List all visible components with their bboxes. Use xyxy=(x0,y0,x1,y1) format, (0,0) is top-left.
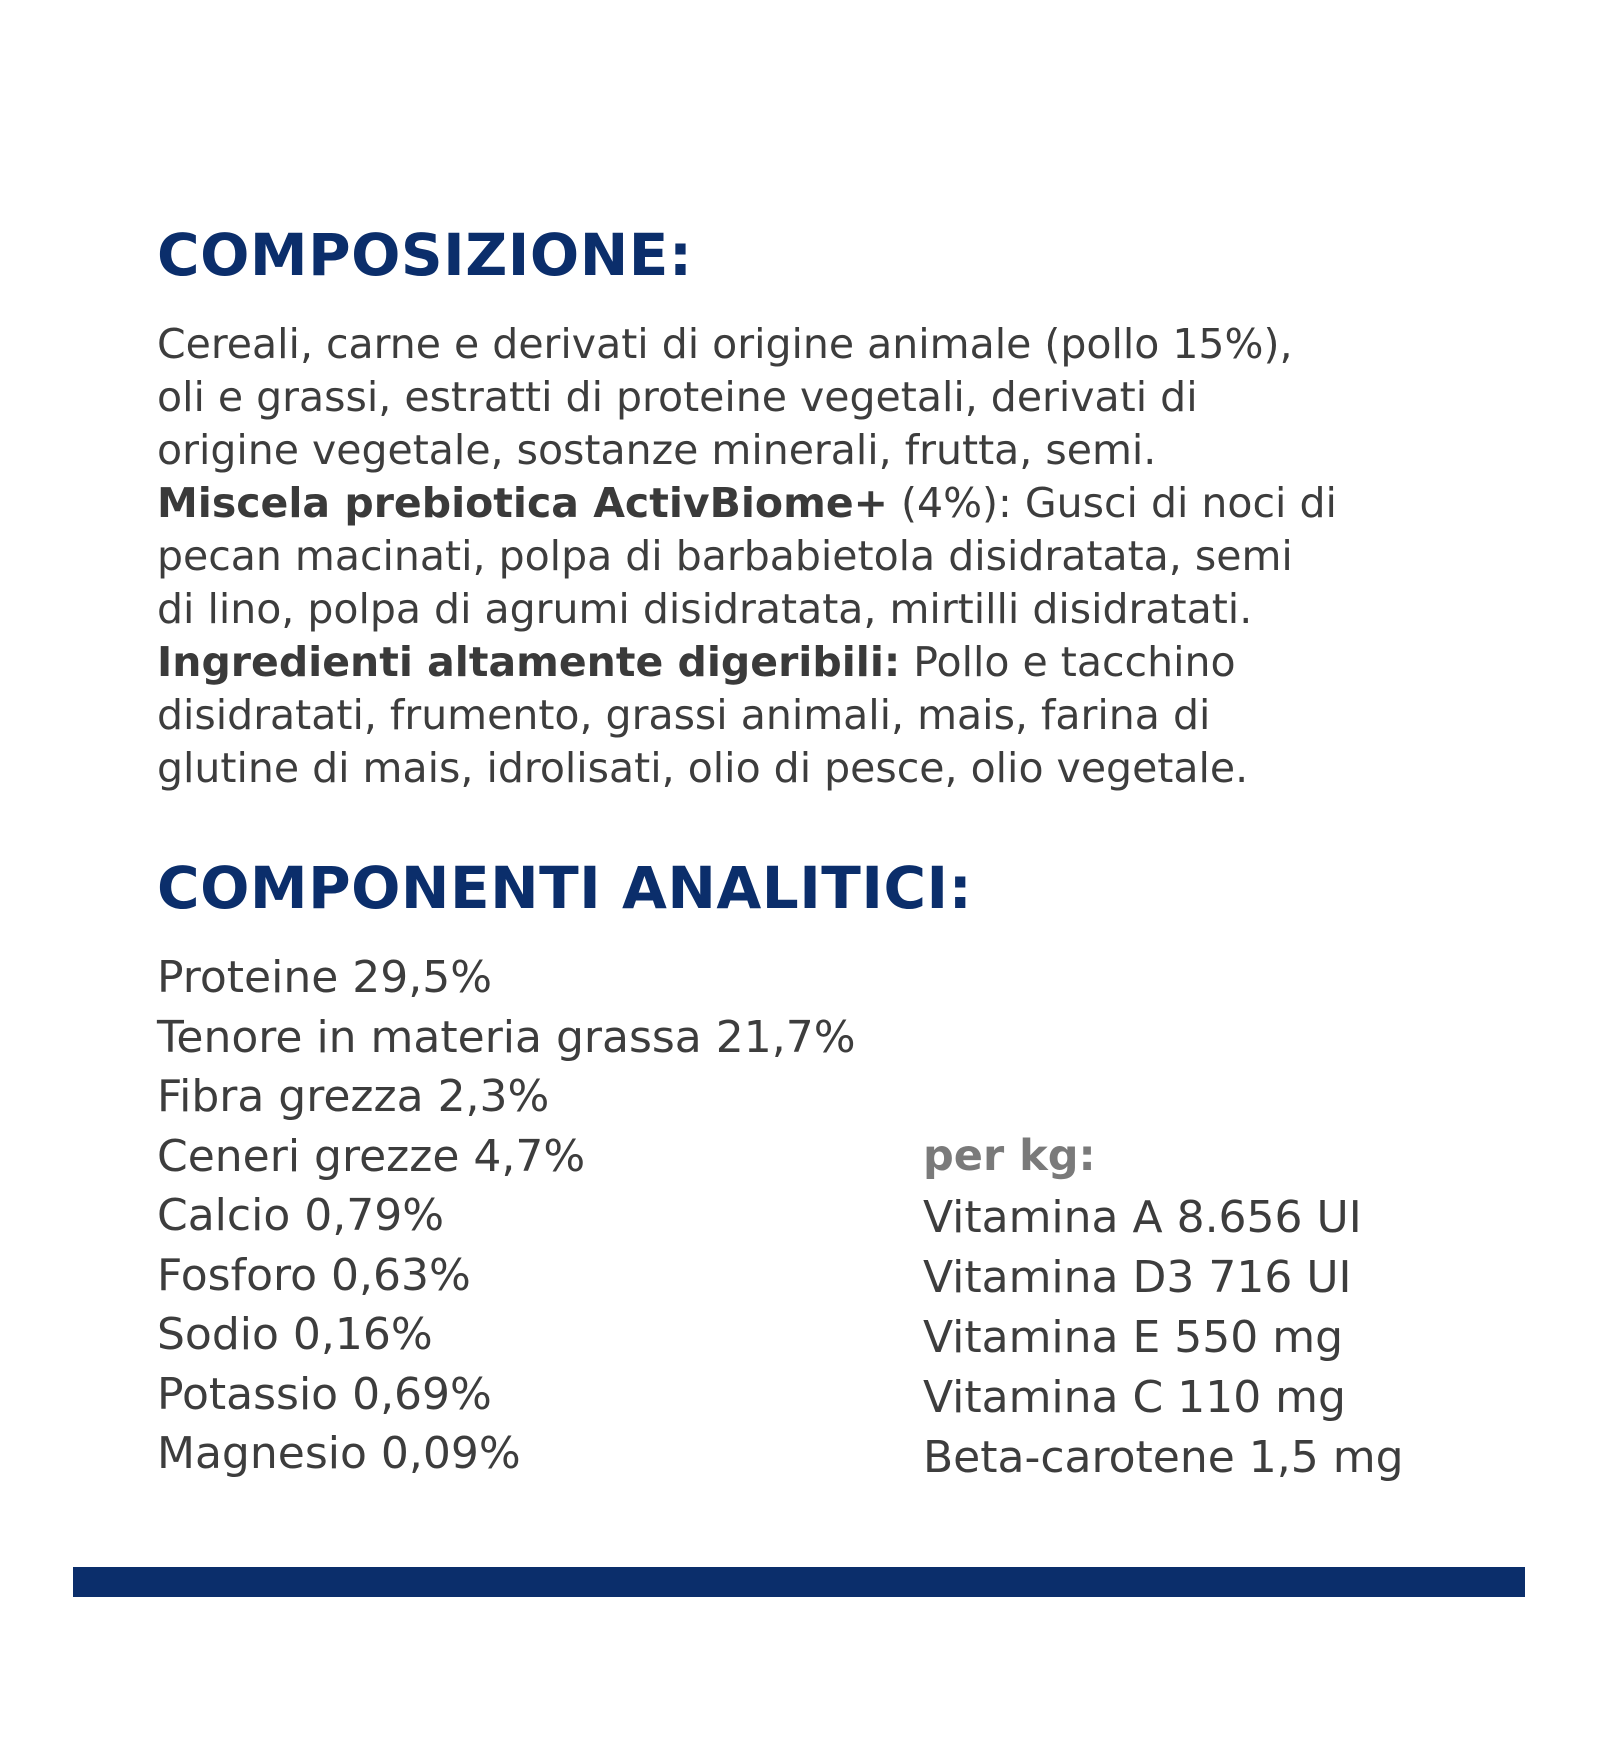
per-kg-label: per kg: xyxy=(923,1131,1096,1181)
composition-line: origine vegetale, sostanze minerali, frutta, semi. xyxy=(157,426,1157,474)
composition-line: disidratati, frumento, grassi animali, mais, farina di xyxy=(157,691,1211,739)
composition-line: glutine di mais, idrolisati, olio di pesce, olio vegetale. xyxy=(157,744,1249,792)
vitamin-item-d3: Vitamina D3 716 UI xyxy=(923,1252,1352,1303)
composition-text xyxy=(157,318,1517,795)
analytic-item-fat: Tenore in materia grassa 21,7% xyxy=(157,1011,856,1063)
vitamin-item-c: Vitamina C 110 mg xyxy=(923,1372,1346,1423)
prebiotic-text: (4%): Gusci di noci di xyxy=(887,479,1337,527)
bottom-divider-bar xyxy=(73,1567,1525,1597)
analytic-item-ash: Ceneri grezze 4,7% xyxy=(157,1130,586,1182)
analytics-list xyxy=(157,948,856,1484)
prebiotic-line xyxy=(157,477,1517,530)
composition-title: COMPOSIZIONE: xyxy=(157,221,693,289)
vitamins-list xyxy=(923,1188,1404,1488)
analytic-item-magnesium: Magnesio 0,09% xyxy=(157,1428,521,1479)
analytic-item-protein: Proteine 29,5% xyxy=(157,952,493,1003)
composition-line: Cereali, carne e derivati di origine animale (pollo 15%), xyxy=(157,320,1293,368)
prebiotic-label: Miscela prebiotica ActivBiome+ xyxy=(157,479,888,527)
analytics-title: COMPONENTI ANALITICI: xyxy=(157,854,973,922)
vitamin-item-beta-carotene: Beta-carotene 1,5 mg xyxy=(923,1432,1404,1483)
vitamins-block xyxy=(923,1126,1404,1488)
composition-line: di lino, polpa di agrumi disidratata, mirtilli disidratati. xyxy=(157,585,1253,633)
analytic-item-fiber: Fibra grezza 2,3% xyxy=(157,1071,550,1122)
digestible-line xyxy=(157,636,1517,689)
analytic-item-calcium: Calcio 0,79% xyxy=(157,1190,445,1241)
composition-line: oli e grassi, estratti di proteine vegetali, derivati di xyxy=(157,373,1198,421)
digestible-label: Ingredienti altamente digeribili: xyxy=(157,638,901,686)
vitamin-item-a: Vitamina A 8.656 UI xyxy=(923,1192,1362,1243)
analytic-item-potassium: Potassio 0,69% xyxy=(157,1368,492,1420)
vitamin-item-e: Vitamina E 550 mg xyxy=(923,1312,1344,1363)
digestible-text: Pollo e tacchino xyxy=(900,638,1236,686)
analytic-item-sodium: Sodio 0,16% xyxy=(157,1309,433,1360)
analytic-item-phosphorus: Fosforo 0,63% xyxy=(157,1249,471,1301)
composition-line: pecan macinati, polpa di barbabietola disidratata, semi xyxy=(157,532,1293,580)
